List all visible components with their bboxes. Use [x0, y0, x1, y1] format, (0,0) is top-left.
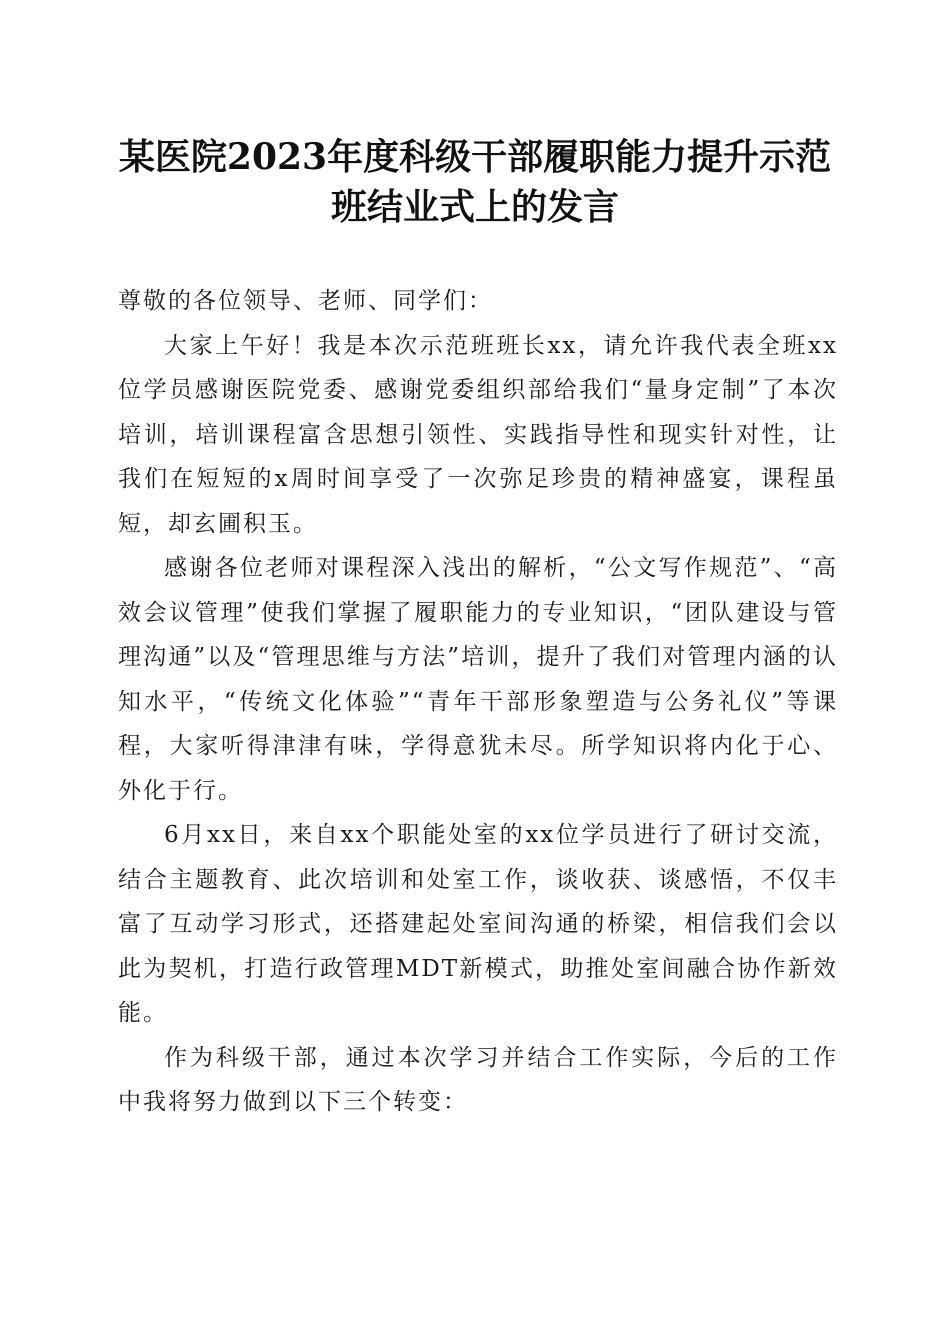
- paragraph-discussion: 6月xx日，来自xx个职能处室的xx位学员进行了研讨交流，结合主题教育、此次培训和处室工作，谈收获、谈感悟，不仅丰富了互动学习形式，还搭建起处室间沟通的桥梁，相信我们会以此为契机，打造行政管理MDT新模式，助推处室间融合协作新效能。: [118, 822, 838, 1026]
- title-line-1: 某医院2023年度科级干部履职能力提升示范: [118, 136, 832, 178]
- document-title: [100, 132, 850, 232]
- salutation: 尊敬的各位领导、老师、同学们：: [118, 288, 493, 314]
- document-body: [118, 279, 838, 1125]
- title-line-2: 班结业式上的发言: [330, 186, 619, 228]
- paragraph-commitment: 作为科级干部，通过本次学习并结合工作实际，今后的工作中我将努力做到以下三个转变：: [118, 1044, 838, 1115]
- paragraph-teachers: 感谢各位老师对课程深入浅出的解析，“公文写作规范”、“高效会议管理”使我们掌握了履职能力的专业知识，“团队建设与管理沟通”以及“管理思维与方法”培训，提升了我们对管理内涵的认知水平，“传统文化体验”“青年干部形象塑造与公务礼仪”等课程，大家听得津津有味，学得意犹未尽。所学知识将内化于心、外化于行。: [118, 555, 838, 804]
- paragraph-greeting: 大家上午好！我是本次示范班班长xx，请允许我代表全班xx位学员感谢医院党委、感谢党委组织部给我们“量身定制”了本次培训，培训课程富含思想引领性、实践指导性和现实针对性，让我们在短短的x周时间享受了一次弥足珍贵的精神盛宴，课程虽短，却玄圃积玉。: [118, 332, 838, 537]
